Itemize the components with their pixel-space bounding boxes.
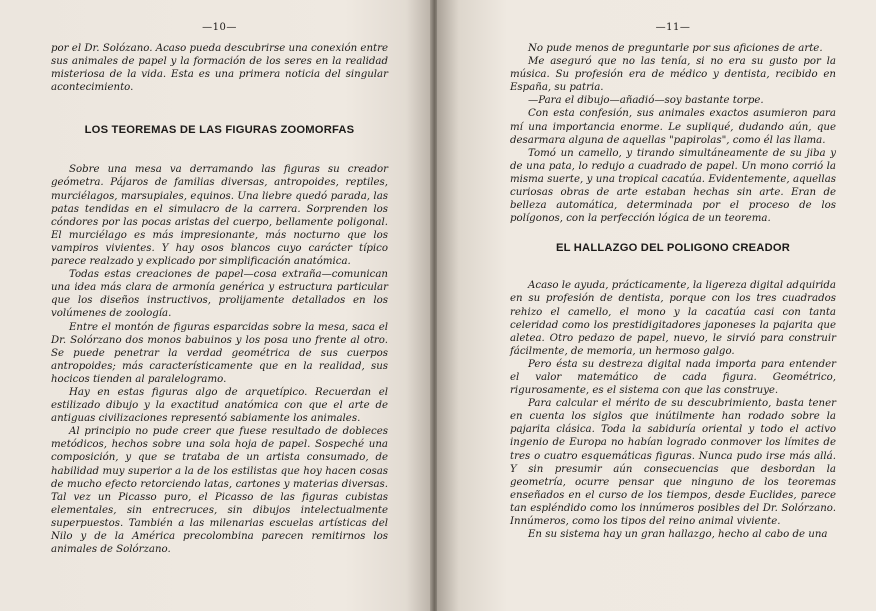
body-paragraph: No pude menos de preguntarle por sus aficiones de arte. bbox=[528, 43, 823, 54]
body-paragraph: Para calcular el mérito de su descubrimiento, basta tener en cuenta los siglos que inútilmente han rodado sobre la pajarita clásica. Toda la sabiduría oriental y todo el activo ingenio de Europa no habían logrado conmover los límites de tres o cuatro esquemáticas figuras. Nunca pudo irse más allá. Y sin presumir aún consecuencias que desbordan la geometría, ocurre pensar que ninguno de los teoremas enseñados en el curso de los tiempos, desde Euclides, parece tan espléndido como los innúmeros posibles del Dr. Solórzano. Innúmeros, como los tipos del reino animal viviente. bbox=[510, 398, 836, 527]
body-paragraph: Hay en estas figuras algo de arquetípico. Recuerdan el estilizado dibujo y la exactitud anatómica con que el arte de antiguas civilizaciones representó sabiamente los animales. bbox=[51, 386, 388, 425]
body-paragraph: Me aseguró que no las tenía, si no era su gusto por la música. Su profesión era de médico y dentista, recibido en España, su patria. bbox=[510, 56, 836, 94]
body-paragraph: En su sistema hay un gran hallazgo, hecho al cabo de una bbox=[528, 529, 828, 541]
body-paragraph: Pero ésta su destreza digital nada importa para entender el valor matemático de cada figura. Geométrico, rigurosamente, es el sistema con que las construye. bbox=[510, 358, 836, 397]
right-page bbox=[437, 0, 876, 611]
body-paragraph: Entre el montón de figuras esparcidas sobre la mesa, saca el Dr. Solórzano dos monos babuinos y los posa uno frente al otro. Se puede penetrar la verdad geométrica de sus cuerpos antropoides; más característicamente que en la realidad, sus hocicos tienden al paralelogramo. bbox=[51, 321, 388, 385]
page-number: —11— bbox=[655, 22, 691, 33]
left-page bbox=[0, 0, 432, 611]
intro-paragraph: por el Dr. Solózano. Acaso pueda descubrirse una conexión entre sus animales de papel y la formación de los seres en la realidad misteriosa de la vida. Esta es una primera noticia del singular acontecimiento. bbox=[51, 43, 388, 94]
body-paragraph: Con esta confesión, sus animales exactos asumieron para mí una importancia enorme. Le supliqué, dudando aún, que desarmara alguna de aquellas "papirolas", como él las llama. bbox=[510, 108, 836, 146]
body-paragraph: —Para el dibujo—añadió—soy bastante torpe. bbox=[528, 95, 764, 107]
body-paragraph: Tomó un camello, y tirando simultáneamente de su jiba y de una pata, lo redujo a cuadrado de papel. Un mono corrió la misma suerte, y una tropical cacatúa. Evidentemente, aquellas curiosas obras de arte estaban hechas sin arte. Eran de belleza automática, determinada por el proceso de los polígonos, con la perfección lógica de un teorema. bbox=[510, 147, 836, 225]
body-paragraph: Al principio no pude creer que fuese resultado de dobleces metódicos, hechos sobre una sola hoja de papel. Sospeché una composición, y que se trataba de un artista consumado, de habilidad muy superior a la de los estilistas que hoy hacen cosas de mucho efecto retorciendo latas, cartones y materias diversas. Tal vez un Picasso puro, el Picasso de las figuras cubistas elementales, sin entrecruces, sin dibujos intelectualmente superpuestos. También a las milenarias escuelas artísticas del Nilo y de la América precolombina parecen remitirnos los animales de Solórzano. bbox=[51, 426, 388, 556]
page-number: —10— bbox=[202, 22, 237, 33]
section-heading: EL HALLAZGO DEL POLIGONO CREADOR bbox=[555, 242, 791, 255]
body-paragraph: Acaso le ayuda, prácticamente, la ligereza digital adquirida en su profesión de dentista, porque con los tres cuadrados rehizo el camello, el mono y la cacatúa casi con tanta celeridad como los prestidigitadores japoneses la pajarita que aletea. Otro pedazo de papel, nuevo, le sirvió para construir fácilmente, de memoria, un hermoso galgo. bbox=[510, 280, 836, 357]
section-heading: LOS TEOREMAS DE LAS FIGURAS ZOOMORFAS bbox=[84, 124, 355, 137]
body-paragraph: Sobre una mesa va derramando las figuras su creador geómetra. Pájaros de familias diversas, antropoides, reptiles, murciélagos, marsupiales, equinos. Una liebre quedó parada, las patas tendidas en el simulacro de la carrera. Sorprenden los cóndores por las pocas aristas del cuerpo, bellamente poligonal. El murciélago es más impresionante, más nocturno que los vampiros vivientes. Y hay osos blancos cuyo carácter típico parece realzado y explicado por simplificación anatómica. bbox=[51, 164, 388, 268]
body-paragraph: Todas estas creaciones de papel—cosa extraña—comunican una idea más clara de armonía genérica y estructura particular que los diseños instructivos, prolijamente detallados en los volúmenes de zoología. bbox=[51, 269, 388, 320]
